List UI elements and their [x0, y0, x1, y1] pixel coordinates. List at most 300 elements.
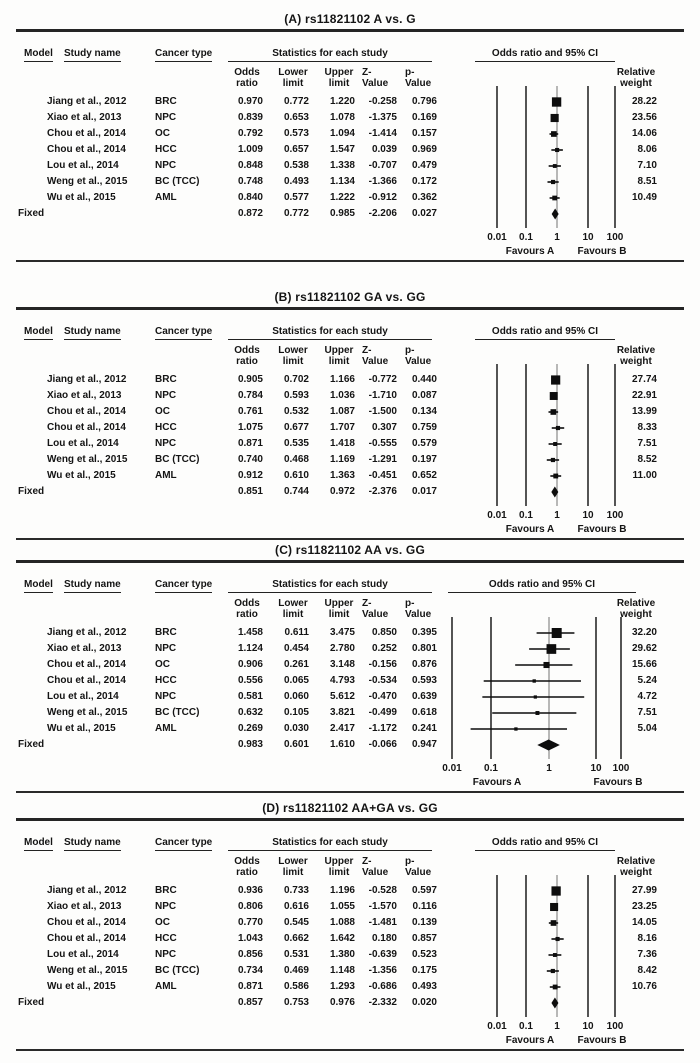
p-value: 0.027 — [411, 208, 437, 219]
odds-ratio-value: 0.556 — [237, 675, 263, 686]
upper-limit-value: 1.078 — [329, 112, 355, 123]
panel-title: (B) rs11821102 GA vs. GG — [274, 290, 426, 304]
p-value: 0.017 — [411, 486, 437, 497]
p-value: 0.639 — [411, 691, 437, 702]
column-header-upper-limit: Upper limit — [324, 345, 354, 367]
panel-d — [0, 791, 700, 1057]
study-name: Jiang et al., 2012 — [47, 885, 127, 896]
z-value: -0.772 — [368, 374, 397, 385]
study-name: Weng et al., 2015 — [47, 707, 128, 718]
study-name: Chou et al., 2014 — [47, 675, 126, 686]
upper-limit-value: 3.821 — [329, 707, 355, 718]
effect-size-square — [553, 164, 557, 168]
odds-ratio-value: 0.983 — [237, 739, 263, 750]
relative-weight-value: 7.51 — [637, 707, 657, 718]
model-label: Fixed — [18, 208, 45, 219]
relative-weight-value: 7.36 — [637, 949, 657, 960]
axis-tick-label: 0.01 — [442, 763, 462, 774]
z-value: -0.639 — [368, 949, 397, 960]
study-name: Lou et al., 2014 — [47, 691, 119, 702]
odds-ratio-value: 0.581 — [237, 691, 263, 702]
z-value: -1.172 — [368, 723, 397, 734]
odds-ratio-value: 0.912 — [237, 470, 263, 481]
z-value: -0.528 — [368, 885, 397, 896]
lower-limit-value: 0.702 — [283, 374, 309, 385]
cancer-type: HCC — [155, 144, 177, 155]
favours-b-label: Favours B — [577, 246, 627, 257]
study-name: Lou et al., 2014 — [47, 438, 119, 449]
column-header-model: Model — [24, 326, 53, 337]
odds-ratio-value: 0.872 — [237, 208, 263, 219]
group-header-or-ci: Odds ratio and 95% CI — [475, 837, 615, 851]
odds-ratio-value: 0.848 — [237, 160, 263, 171]
z-value: 0.252 — [371, 643, 397, 654]
group-header-statistics: Statistics for each study — [228, 579, 432, 593]
z-value: -0.156 — [368, 659, 397, 670]
upper-limit-value: 1.087 — [329, 406, 355, 417]
z-value: -1.481 — [368, 917, 397, 928]
odds-ratio-value: 0.740 — [237, 454, 263, 465]
p-value: 0.759 — [411, 422, 437, 433]
model-label: Fixed — [18, 739, 45, 750]
cancer-type: BC (TCC) — [155, 454, 200, 465]
study-name: Jiang et al., 2012 — [47, 627, 127, 638]
column-header-lower-limit: Lower limit — [278, 345, 308, 367]
axis-tick-label: 0.1 — [519, 510, 533, 521]
lower-limit-value: 0.261 — [283, 659, 309, 670]
effect-size-square — [534, 695, 537, 698]
relative-weight-value: 8.06 — [637, 144, 657, 155]
odds-ratio-value: 0.784 — [237, 390, 263, 401]
p-value: 0.087 — [411, 390, 437, 401]
axis-tick-label: 1 — [554, 232, 560, 243]
cancer-type: NPC — [155, 949, 177, 960]
z-value: -1.414 — [368, 128, 397, 139]
axis-tick-label: 0.1 — [519, 232, 533, 243]
effect-size-square — [551, 375, 560, 384]
p-value: 0.857 — [411, 933, 437, 944]
p-value: 0.579 — [411, 438, 437, 449]
cancer-type: NPC — [155, 643, 177, 654]
column-header-lower-limit: Lower limit — [278, 856, 308, 878]
column-header-model: Model — [24, 579, 53, 590]
cancer-type: BC (TCC) — [155, 965, 200, 976]
z-value: -1.710 — [368, 390, 397, 401]
lower-limit-value: 0.601 — [283, 739, 309, 750]
cancer-type: HCC — [155, 933, 177, 944]
column-header-p-value: p- Value — [405, 856, 432, 878]
column-header-odds-ratio: Odds ratio — [234, 856, 260, 878]
column-header-relative-weight: Relative weight — [616, 856, 656, 878]
column-header-lower-limit: Lower limit — [278, 598, 308, 620]
column-header-odds-ratio: Odds ratio — [234, 67, 260, 89]
upper-limit-value: 1.036 — [329, 390, 355, 401]
p-value: 0.116 — [412, 901, 437, 912]
cancer-type: NPC — [155, 901, 177, 912]
upper-limit-value: 2.417 — [329, 723, 355, 734]
lower-limit-value: 0.065 — [283, 675, 309, 686]
group-header-statistics: Statistics for each study — [228, 837, 432, 851]
z-value: -0.066 — [368, 739, 397, 750]
study-name: Jiang et al., 2012 — [47, 374, 127, 385]
upper-limit-value: 5.612 — [329, 691, 355, 702]
study-name: Lou et al., 2014 — [47, 160, 119, 171]
favours-a-label: Favours A — [505, 1035, 555, 1046]
p-value: 0.169 — [411, 112, 437, 123]
study-name: Xiao et al., 2013 — [47, 112, 122, 123]
upper-limit-value: 1.169 — [329, 454, 355, 465]
p-value: 0.172 — [411, 176, 437, 187]
group-header-statistics: Statistics for each study — [228, 48, 432, 62]
effect-size-square — [555, 148, 559, 152]
p-value: 0.876 — [411, 659, 437, 670]
column-header-lower-limit: Lower limit — [278, 67, 308, 89]
favours-a-label: Favours A — [505, 246, 555, 257]
relative-weight-value: 4.72 — [637, 691, 657, 702]
z-value: -0.912 — [368, 192, 397, 203]
forest-plot — [420, 78, 680, 268]
effect-size-square — [553, 442, 557, 446]
favours-a-label: Favours A — [472, 777, 522, 788]
cancer-type: BRC — [155, 374, 177, 385]
lower-limit-value: 0.573 — [283, 128, 309, 139]
p-value: 0.947 — [411, 739, 437, 750]
column-header-study: Study name — [64, 837, 121, 848]
study-name: Chou et al., 2014 — [47, 917, 126, 928]
lower-limit-value: 0.677 — [283, 422, 309, 433]
effect-size-square — [551, 409, 557, 415]
effect-size-square — [551, 180, 555, 184]
effect-size-square — [553, 953, 557, 957]
column-header-model: Model — [24, 837, 53, 848]
cancer-type: BRC — [155, 885, 177, 896]
column-header-cancer: Cancer type — [155, 48, 212, 59]
p-value: 0.139 — [411, 917, 437, 928]
column-header-p-value: p- Value — [405, 345, 432, 367]
lower-limit-value: 0.753 — [283, 997, 309, 1008]
p-value: 0.597 — [411, 885, 437, 896]
upper-limit-value: 3.475 — [329, 627, 355, 638]
lower-limit-value: 0.105 — [283, 707, 309, 718]
relative-weight-value: 13.99 — [631, 406, 657, 417]
cancer-type: AML — [155, 470, 177, 481]
cancer-type: NPC — [155, 112, 177, 123]
z-value: -2.332 — [368, 997, 397, 1008]
relative-weight-value: 8.33 — [637, 422, 657, 433]
column-header-z-value: Z- Value — [362, 856, 389, 878]
odds-ratio-value: 0.839 — [237, 112, 263, 123]
panel-title: (A) rs11821102 A vs. G — [284, 12, 416, 26]
column-header-odds-ratio: Odds ratio — [234, 598, 260, 620]
upper-limit-value: 1.293 — [329, 981, 355, 992]
lower-limit-value: 0.772 — [283, 96, 309, 107]
upper-limit-value: 1.380 — [329, 949, 355, 960]
upper-limit-value: 1.363 — [329, 470, 355, 481]
column-header-cancer: Cancer type — [155, 837, 212, 848]
axis-tick-label: 0.01 — [487, 1021, 507, 1032]
relative-weight-value: 5.24 — [637, 675, 657, 686]
lower-limit-value: 0.538 — [283, 160, 309, 171]
panel-a — [0, 2, 700, 268]
p-value: 0.593 — [411, 675, 437, 686]
upper-limit-value: 1.055 — [329, 901, 355, 912]
upper-limit-value: 1.610 — [329, 739, 355, 750]
axis-tick-label: 10 — [582, 510, 594, 521]
relative-weight-value: 8.42 — [637, 965, 657, 976]
upper-limit-value: 1.418 — [329, 438, 355, 449]
z-value: -0.686 — [368, 981, 397, 992]
group-header-or-ci: Odds ratio and 95% CI — [475, 48, 615, 62]
column-header-relative-weight: Relative weight — [616, 598, 656, 620]
effect-size-square — [556, 426, 560, 430]
favours-b-label: Favours B — [577, 524, 627, 535]
lower-limit-value: 0.611 — [284, 627, 309, 638]
axis-tick-label: 0.01 — [487, 232, 507, 243]
odds-ratio-value: 0.851 — [237, 486, 263, 497]
group-header-or-ci: Odds ratio and 95% CI — [475, 326, 615, 340]
forest-plot — [420, 356, 680, 546]
relative-weight-value: 8.51 — [637, 176, 657, 187]
effect-size-square — [550, 392, 558, 400]
cancer-type: AML — [155, 723, 177, 734]
relative-weight-value: 28.22 — [631, 96, 657, 107]
odds-ratio-value: 0.840 — [237, 192, 263, 203]
column-header-relative-weight: Relative weight — [616, 67, 656, 89]
upper-limit-value: 1.707 — [329, 422, 355, 433]
odds-ratio-value: 0.748 — [237, 176, 263, 187]
z-value: -1.291 — [368, 454, 397, 465]
study-name: Xiao et al., 2013 — [47, 390, 122, 401]
study-name: Weng et al., 2015 — [47, 965, 128, 976]
odds-ratio-value: 1.124 — [237, 643, 263, 654]
z-value: -0.534 — [368, 675, 397, 686]
cancer-type: AML — [155, 192, 177, 203]
column-header-upper-limit: Upper limit — [324, 67, 354, 89]
study-name: Wu et al., 2015 — [47, 723, 116, 734]
lower-limit-value: 0.030 — [283, 723, 309, 734]
effect-size-square — [551, 920, 557, 926]
axis-tick-label: 10 — [582, 1021, 594, 1032]
p-value: 0.618 — [411, 707, 437, 718]
axis-tick-label: 1 — [554, 1021, 560, 1032]
cancer-type: BC (TCC) — [155, 176, 200, 187]
cancer-type: OC — [155, 128, 170, 139]
study-name: Weng et al., 2015 — [47, 454, 128, 465]
relative-weight-value: 14.05 — [631, 917, 657, 928]
z-value: 0.307 — [371, 422, 397, 433]
column-header-p-value: p- Value — [405, 67, 432, 89]
upper-limit-value: 1.166 — [329, 374, 355, 385]
lower-limit-value: 0.060 — [283, 691, 309, 702]
upper-limit-value: 1.220 — [329, 96, 355, 107]
odds-ratio-value: 1.043 — [237, 933, 263, 944]
pooled-diamond — [537, 740, 560, 751]
column-header-cancer: Cancer type — [155, 579, 212, 590]
column-header-cancer: Cancer type — [155, 326, 212, 337]
lower-limit-value: 0.733 — [283, 885, 309, 896]
lower-limit-value: 0.531 — [283, 949, 309, 960]
p-value: 0.440 — [411, 374, 437, 385]
favours-b-label: Favours B — [593, 777, 643, 788]
favours-b-label: Favours B — [577, 1035, 627, 1046]
upper-limit-value: 1.088 — [329, 917, 355, 928]
study-name: Xiao et al., 2013 — [47, 901, 122, 912]
cancer-type: BRC — [155, 96, 177, 107]
upper-limit-value: 1.222 — [329, 192, 355, 203]
group-header-statistics: Statistics for each study — [228, 326, 432, 340]
upper-limit-value: 0.985 — [329, 208, 355, 219]
odds-ratio-value: 0.792 — [237, 128, 263, 139]
effect-size-square — [551, 114, 559, 122]
upper-limit-value: 0.976 — [329, 997, 355, 1008]
z-value: -0.258 — [368, 96, 397, 107]
relative-weight-value: 10.76 — [631, 981, 657, 992]
relative-weight-value: 5.04 — [637, 723, 657, 734]
upper-limit-value: 3.148 — [329, 659, 355, 670]
effect-size-square — [543, 662, 549, 668]
divider — [16, 818, 684, 821]
p-value: 0.020 — [411, 997, 437, 1008]
p-value: 0.362 — [411, 192, 437, 203]
column-header-upper-limit: Upper limit — [324, 598, 354, 620]
odds-ratio-value: 0.936 — [237, 885, 263, 896]
lower-limit-value: 0.616 — [283, 901, 309, 912]
lower-limit-value: 0.454 — [283, 643, 309, 654]
upper-limit-value: 1.196 — [329, 885, 355, 896]
column-header-z-value: Z- Value — [362, 598, 389, 620]
z-value: -2.206 — [368, 208, 397, 219]
relative-weight-value: 27.99 — [631, 885, 657, 896]
effect-size-square — [552, 97, 561, 106]
lower-limit-value: 0.577 — [283, 192, 309, 203]
lower-limit-value: 0.593 — [283, 390, 309, 401]
odds-ratio-value: 0.871 — [237, 438, 263, 449]
divider — [16, 307, 684, 310]
odds-ratio-value: 0.761 — [237, 406, 263, 417]
group-header-or-ci: Odds ratio and 95% CI — [448, 579, 636, 593]
divider — [16, 29, 684, 32]
study-name: Wu et al., 2015 — [47, 981, 116, 992]
upper-limit-value: 1.094 — [329, 128, 355, 139]
odds-ratio-value: 0.806 — [237, 901, 263, 912]
lower-limit-value: 0.653 — [283, 112, 309, 123]
odds-ratio-value: 0.905 — [237, 374, 263, 385]
lower-limit-value: 0.545 — [283, 917, 309, 928]
cancer-type: BC (TCC) — [155, 707, 200, 718]
odds-ratio-value: 0.770 — [237, 917, 263, 928]
panel-b — [0, 280, 700, 546]
relative-weight-value: 11.00 — [632, 470, 657, 481]
odds-ratio-value: 1.075 — [237, 422, 263, 433]
relative-weight-value: 22.91 — [631, 390, 657, 401]
odds-ratio-value: 1.458 — [237, 627, 263, 638]
cancer-type: NPC — [155, 160, 177, 171]
effect-size-square — [553, 985, 558, 990]
upper-limit-value: 2.780 — [329, 643, 355, 654]
lower-limit-value: 0.610 — [283, 470, 309, 481]
axis-tick-label: 1 — [554, 510, 560, 521]
study-name: Xiao et al., 2013 — [47, 643, 122, 654]
study-name: Wu et al., 2015 — [47, 470, 116, 481]
z-value: -0.470 — [368, 691, 397, 702]
p-value: 0.395 — [411, 627, 437, 638]
favours-a-label: Favours A — [505, 524, 555, 535]
upper-limit-value: 0.972 — [329, 486, 355, 497]
axis-tick-label: 0.1 — [484, 763, 498, 774]
odds-ratio-value: 1.009 — [237, 144, 263, 155]
relative-weight-value: 7.51 — [637, 438, 657, 449]
column-header-odds-ratio: Odds ratio — [234, 345, 260, 367]
cancer-type: HCC — [155, 675, 177, 686]
lower-limit-value: 0.662 — [283, 933, 309, 944]
divider — [16, 1049, 684, 1051]
z-value: -1.570 — [368, 901, 397, 912]
cancer-type: OC — [155, 917, 170, 928]
effect-size-square — [553, 474, 558, 479]
odds-ratio-value: 0.632 — [237, 707, 263, 718]
cancer-type: HCC — [155, 422, 177, 433]
p-value: 0.796 — [411, 96, 437, 107]
upper-limit-value: 1.338 — [329, 160, 355, 171]
panel-c — [0, 533, 700, 799]
cancer-type: AML — [155, 981, 177, 992]
study-name: Weng et al., 2015 — [47, 176, 128, 187]
column-header-z-value: Z- Value — [362, 67, 389, 89]
effect-size-square — [533, 679, 536, 682]
effect-size-square — [552, 196, 557, 201]
relative-weight-value: 23.56 — [631, 112, 657, 123]
z-value: 0.850 — [371, 627, 397, 638]
column-header-z-value: Z- Value — [362, 345, 389, 367]
p-value: 0.241 — [411, 723, 437, 734]
lower-limit-value: 0.744 — [283, 486, 309, 497]
effect-size-square — [514, 727, 517, 730]
axis-tick-label: 100 — [606, 1021, 624, 1032]
axis-tick-label: 1 — [546, 763, 552, 774]
p-value: 0.969 — [411, 144, 437, 155]
cancer-type: OC — [155, 659, 170, 670]
effect-size-square — [550, 903, 558, 911]
lower-limit-value: 0.532 — [283, 406, 309, 417]
divider — [16, 560, 684, 563]
study-name: Lou et al., 2014 — [47, 949, 119, 960]
cancer-type: BRC — [155, 627, 177, 638]
z-value: -0.555 — [368, 438, 397, 449]
study-name: Chou et al., 2014 — [47, 406, 126, 417]
effect-size-square — [552, 628, 562, 638]
odds-ratio-value: 0.856 — [237, 949, 263, 960]
z-value: -0.499 — [368, 707, 397, 718]
z-value: -2.376 — [368, 486, 397, 497]
relative-weight-value: 8.16 — [637, 933, 657, 944]
z-value: -1.375 — [368, 112, 397, 123]
lower-limit-value: 0.469 — [283, 965, 309, 976]
model-label: Fixed — [18, 486, 45, 497]
study-name: Chou et al., 2014 — [47, 144, 126, 155]
odds-ratio-value: 0.269 — [237, 723, 263, 734]
p-value: 0.801 — [411, 643, 437, 654]
z-value: -1.500 — [368, 406, 397, 417]
upper-limit-value: 1.134 — [329, 176, 355, 187]
relative-weight-value: 8.52 — [637, 454, 657, 465]
p-value: 0.157 — [411, 128, 437, 139]
effect-size-square — [556, 937, 560, 941]
column-header-p-value: p- Value — [405, 598, 432, 620]
effect-size-square — [551, 969, 555, 973]
effect-size-square — [547, 644, 557, 654]
odds-ratio-value: 0.871 — [237, 981, 263, 992]
upper-limit-value: 4.793 — [329, 675, 355, 686]
